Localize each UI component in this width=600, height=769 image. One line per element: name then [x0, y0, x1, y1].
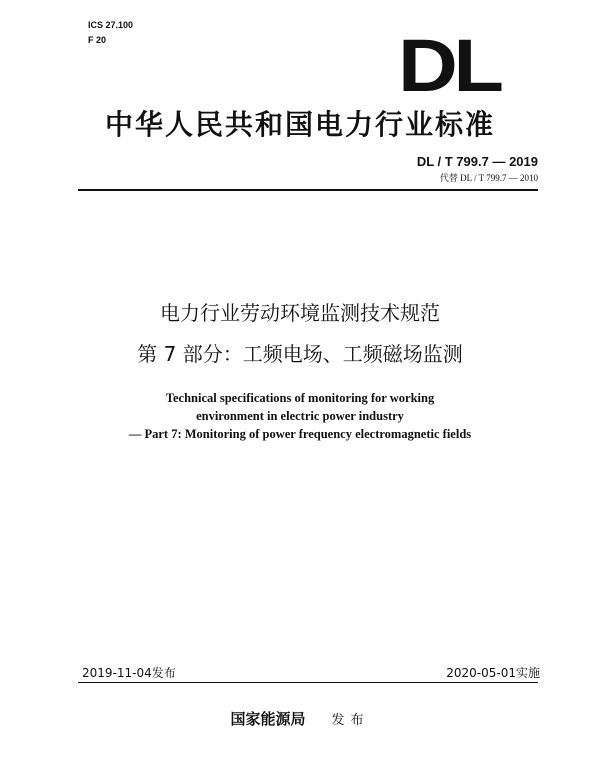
- implement-date: 2020-05-01实施: [446, 666, 540, 680]
- title-en-line1: Technical specifications of monitoring for working: [165, 391, 435, 405]
- title-en-line2: environment in electric power industry: [196, 409, 404, 423]
- title-cn-line1: 电力行业劳动环境监测技术规范: [160, 301, 440, 325]
- standard-number: DL / T 799.7 — 2019: [416, 154, 538, 169]
- replaces-standard: 代替 DL / T 799.7 — 2010: [439, 173, 538, 183]
- issue-date: 2019-11-04发布: [82, 666, 176, 680]
- title-cn-line2: 第 7 部分：工频电场、工频磁场监测: [137, 342, 463, 366]
- top-divider: [78, 189, 538, 191]
- issuer-line: [0, 708, 600, 729]
- bottom-divider: [78, 682, 538, 683]
- ccs-code: F 20: [88, 35, 107, 45]
- title-en-line3: — Part 7: Monitoring of power frequency electromagnetic fields: [128, 427, 472, 441]
- ics-code: ICS 27.100: [88, 20, 134, 30]
- org-title: 中华人民共和国电力行业标准: [104, 108, 495, 141]
- issuer-name: 国家能源局: [230, 710, 306, 728]
- dl-logo: DL: [398, 24, 500, 107]
- issuer-action: 发布: [331, 713, 370, 728]
- classification-codes: [88, 18, 133, 48]
